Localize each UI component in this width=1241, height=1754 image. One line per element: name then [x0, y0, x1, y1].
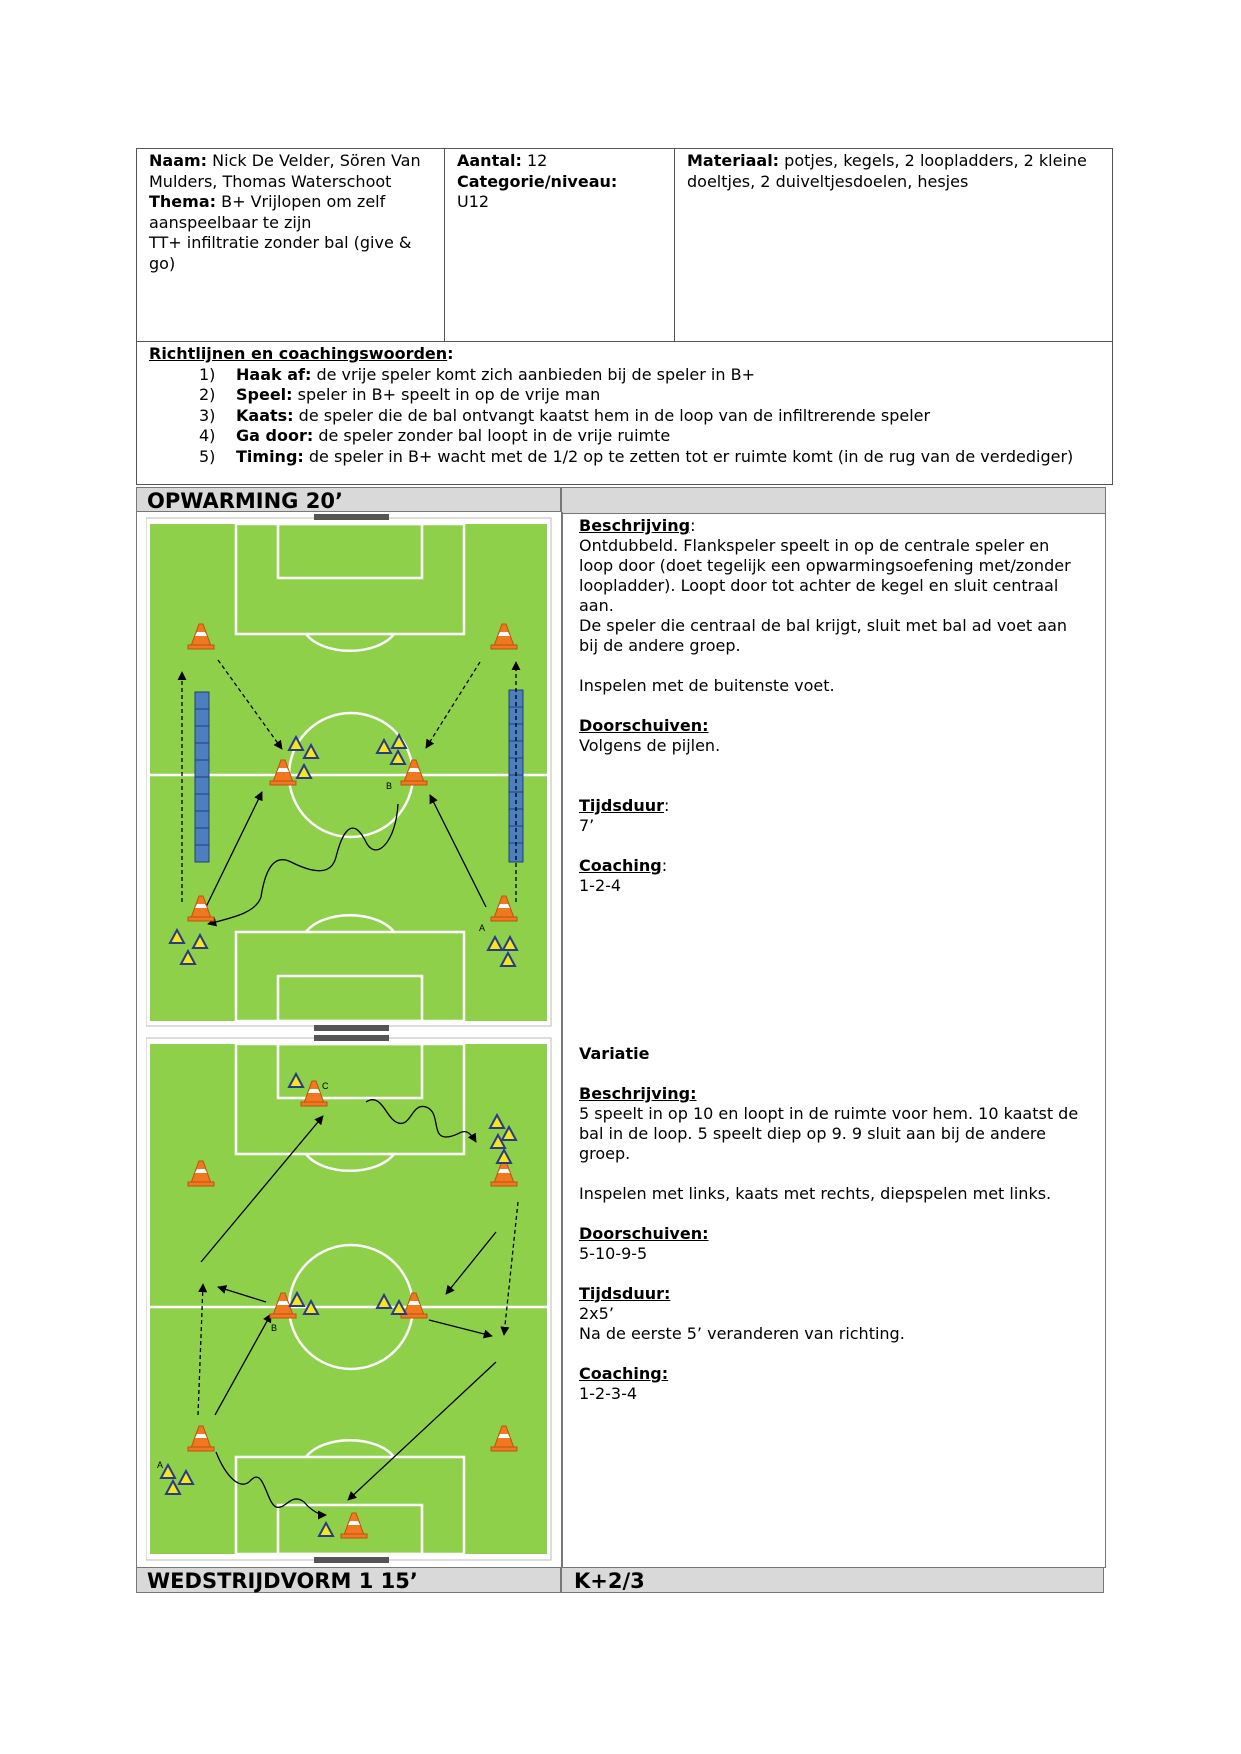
variatie-coaching-label: Coaching:	[579, 1364, 669, 1383]
variatie-description	[579, 1044, 1084, 1404]
variatie-beschrijving-text-1: 5 speelt in op 10 en loopt in de ruimte voor hem. 10 kaatst de bal in de loop. 5 speelt diep op 9. 9 sluit aan bij de andere groep.	[579, 1104, 1079, 1163]
categorie-label: Categorie/niveau:	[457, 171, 618, 191]
wedstrijdvorm-right: K+2/3	[561, 1567, 1104, 1593]
doorschuiven-text: Volgens de pijlen.	[579, 736, 721, 755]
richtlijnen-list	[149, 365, 1100, 468]
variatie-doorschuiven-label: Doorschuiven:	[579, 1224, 709, 1243]
goal-bottom	[314, 1025, 389, 1031]
list-item: 4) Ga door: de speler zonder bal loopt in de vrije ruimte	[199, 426, 671, 445]
beschrijving-text-1: Ontdubbeld. Flankspeler speelt in op de centrale speler en loop door (doet tegelijk een opwarmingsoefening met/zonder loopladder). Loopt door tot achter de kegel en sluit centraal aan.	[579, 536, 1071, 615]
list-item: 3) Kaats: de speler die de bal ontvangt kaatst hem in de loop van de infiltrerende speler	[199, 405, 931, 425]
diagram-opwarming	[146, 514, 551, 1031]
header-table	[136, 148, 1113, 485]
variatie-tijdsduur-label: Tijdsduur:	[579, 1284, 671, 1303]
richtlijnen-cell: Richtlijnen en coachingswoorden: 1) Haak af: de vrije speler komt zich aanbieden bij de speler in B+ 2) Speel: speler in B+ speelt in op de vrije man 3) Kaats: de speler die de bal ontvangt kaatst hem in de loop van de infiltrerende speler 4) Ga door: de speler zonder bal loopt in de vrije ruimte 5) Timing: de speler in B+ wacht met de 1/2 op te zetten tot er ruimte komt (in de rug van de verdediger)	[137, 342, 1113, 485]
list-item: 1) Haak af: de vrije speler komt zich aanbieden bij de speler in B+	[199, 364, 755, 384]
list-item: 2) Speel: speler in B+ speelt in op de vrije man	[199, 385, 601, 404]
richtlijnen-title: Richtlijnen en coachingswoorden	[149, 344, 448, 363]
label-b2: B	[271, 1323, 278, 1333]
aantal-value: 12	[527, 151, 548, 170]
aantal-cell	[445, 149, 675, 342]
diagrams-svg	[146, 512, 556, 1567]
diagram-variatie	[146, 1035, 551, 1563]
materiaal-label: Materiaal:	[687, 151, 780, 170]
label-b: B	[386, 781, 393, 791]
opwarming-title: OPWARMING 20’	[136, 487, 561, 512]
variatie-tijdsduur-text-1: 2x5’	[579, 1304, 614, 1323]
opwarming-title-right	[561, 487, 1106, 514]
thema-value-2: TT+ infiltratie zonder bal (give & go)	[149, 233, 412, 273]
label-a: A	[479, 923, 486, 933]
materiaal-cell	[675, 149, 1113, 342]
doorschuiven-label: Doorschuiven:	[579, 716, 709, 735]
naam-label: Naam:	[149, 151, 208, 170]
tijdsduur-text: 7’	[579, 816, 595, 835]
variatie-doorschuiven-text: 5-10-9-5	[579, 1244, 648, 1263]
goal-top	[314, 514, 389, 520]
thema-value-1: B+ Vrijlopen om zelf aanspeelbaar te zijn	[149, 192, 386, 232]
coaching-label: Coaching	[579, 856, 662, 875]
aantal-label: Aantal:	[457, 151, 522, 170]
label-c: C	[322, 1081, 329, 1091]
beschrijving-label: Beschrijving	[579, 516, 691, 535]
categorie-value: U12	[457, 192, 490, 211]
variatie-coaching-text: 1-2-3-4	[579, 1384, 638, 1403]
wedstrijdvorm-title: WEDSTRIJDVORM 1 15’	[136, 1567, 561, 1593]
label-a2: A	[157, 1460, 164, 1470]
materiaal-value: potjes, kegels, 2 loopladders, 2 kleine doeltjes, 2 duiveltjesdoelen, hesjes	[687, 151, 1087, 191]
variatie-beschrijving-label: Beschrijving:	[579, 1084, 697, 1103]
beschrijving-text-2: De speler die centraal de bal krijgt, sluit met bal ad voet aan bij de andere groep.	[579, 616, 1068, 655]
variatie-beschrijving-text-2: Inspelen met links, kaats met rechts, diepspelen met links.	[579, 1184, 1052, 1203]
naam-value: Nick De Velder, Sören Van Mulders, Thomas Waterschoot	[149, 151, 421, 191]
opwarming-description: Beschrijving: Ontdubbeld. Flankspeler speelt in op de centrale speler en loop door (doet tegelijk een opwarmingsoefening met/zonder loopladder). Loopt door tot achter de kegel en sluit centraal aan. De speler die centraal de bal krijgt, sluit met bal ad voet aan bij de andere groep. Inspelen met de buitenste voet. Doorschuiven: Volgens de pijlen. Tijdsduur: 7’ Coaching: 1-2-4	[579, 516, 1084, 896]
naam-cell	[137, 149, 445, 342]
variatie-title: Variatie	[579, 1044, 650, 1063]
variatie-tijdsduur-text-2: Na de eerste 5’ veranderen van richting.	[579, 1324, 905, 1343]
list-item: 5) Timing: de speler in B+ wacht met de 1/2 op te zetten tot er ruimte komt (in de rug van de verdediger)	[199, 446, 1074, 466]
thema-label: Thema:	[149, 192, 217, 211]
beschrijving-text-3: Inspelen met de buitenste voet.	[579, 676, 835, 695]
coaching-text: 1-2-4	[579, 876, 622, 895]
tijdsduur-label: Tijdsduur	[579, 796, 664, 815]
